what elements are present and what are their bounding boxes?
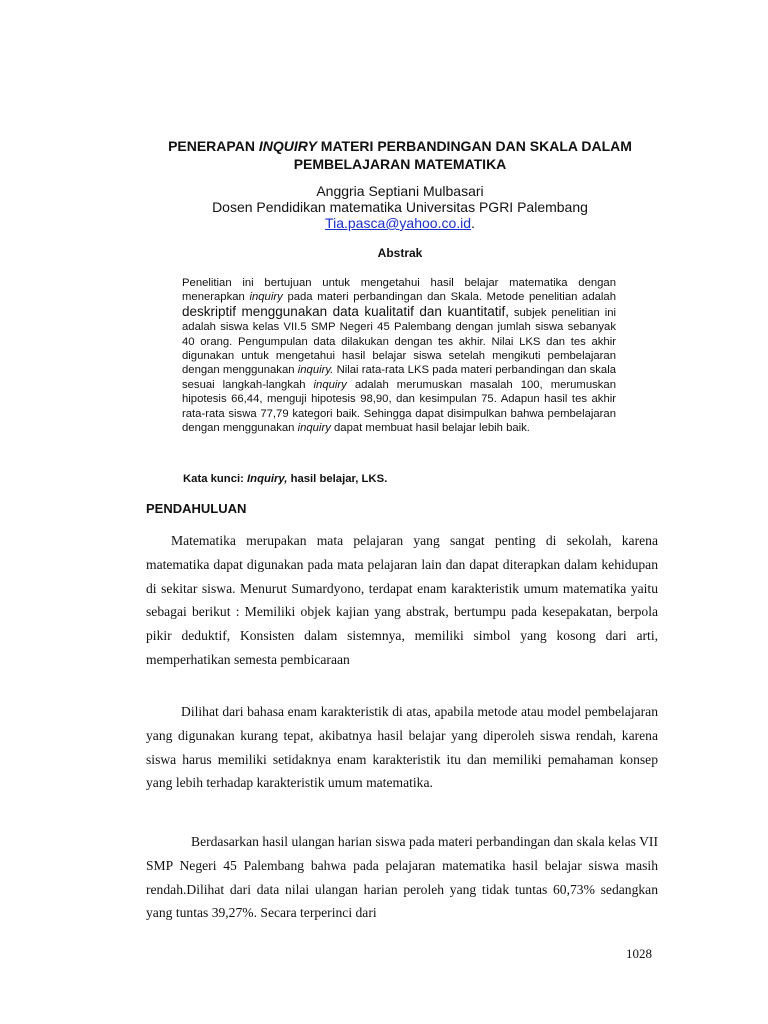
keywords-label: Kata kunci: [183, 473, 241, 485]
abstract-segment: pada materi perbandingan dan Skala. Metode penelitian adalah: [282, 291, 616, 304]
intro-paragraph-1: Matematika merupakan mata pelajaran yang sangat penting di sekolah, karena matematika dapat digunakan pada mata pelajaran lain dan dapat diterapkan dalam kehidupan di sekitar siswa. Menurut Sumardyono, terdapat enam karakteristik umum matematika yaitu sebagai berikut : Memiliki objek kajian yang abstrak, bertumpu pada kesepakatan, berpola pikir deduktif, Konsisten dalam sistemnya, memiliki simbol yang kosong dari arti, memperhatikan semesta pembicaraan: [146, 533, 658, 667]
abstract-segment: Nilai rata-rata LKS pada materi perbandingan dan skala sesuai langkah-langkah: [182, 364, 616, 391]
abstract-italic: inquiry.: [297, 364, 334, 377]
abstract-heading: Abstrak: [377, 246, 423, 260]
author-email-link[interactable]: Tia.pasca@yahoo.co.id: [325, 215, 472, 231]
keywords-rest: hasil belajar, LKS.: [287, 473, 388, 485]
abstract-text: [182, 276, 616, 435]
keywords-colon: :: [240, 473, 248, 485]
title-prefix: PENERAPAN: [168, 138, 259, 154]
keywords-italic: Inquiry,: [247, 473, 288, 485]
abstract-italic: inquiry: [313, 378, 347, 391]
intro-paragraph-3: Berdasarkan hasil ulangan harian siswa pada materi perbandingan dan skala kelas VII SMP Negeri 45 Palembang bahwa pada pelajaran matematika hasil belajar siswa masih rendah.Dilihat dari data nilai ulangan harian peroleh yang tidak tuntas 60,73% sedangkan yang tuntas 39,27%. Secara terperinci dari: [146, 834, 658, 921]
title-line2: PEMBELAJARAN MATEMATIKA: [293, 156, 507, 172]
abstract-segment: adalah merumuskan masalah 100, merumuskan hipotesis 66,44, menguji hipotesis 98,90, dan kesimpulan 75. Adapun hasil tes akhir rata-rata siswa 77,79 kategori baik. Sehingga dapat disimpulkan bahwa pembelajaran dengan menggunakan: [182, 378, 616, 435]
title-suffix: MATERI PERBANDINGAN DAN SKALA DALAM: [316, 138, 632, 154]
author-block: [120, 183, 680, 231]
abstract-segment: dapat membuat hasil belajar lebih baik.: [330, 422, 530, 435]
keywords-line: [183, 473, 387, 485]
page-number: 1028: [626, 946, 652, 961]
author-name: Anggria Septiani Mulbasari: [316, 183, 484, 199]
abstract-italic: inquiry: [297, 422, 331, 435]
abstract-segment: subjek penelitian ini adalah siswa kelas VII.5 SMP Negeri 45 Palembang dengan jumlah siswa sebanyak 40 orang. Pengumpulan data dilakukan dengan tes akhir. Nilai LKS dan tes akhir digunakan untuk mengetahui hasil belajar siswa setelah mengikuti pembelajaran dengan menggunakan: [182, 306, 616, 377]
intro-paragraph-2: Dilihat dari bahasa enam karakteristik di atas, apabila metode atau model pembelajaran yang digunakan kurang tepat, akibatnya hasil belajar yang diperoleh siswa rendah, karena siswa harus memiliki setidaknya enam karakteristik itu dan memiliki pemahaman konsep yang lebih terhadap karakteristik umum matematika.: [146, 704, 658, 791]
title-italic: INQUIRY: [258, 138, 317, 154]
section-heading: PENDAHULUAN: [146, 501, 247, 516]
paper-title: [120, 137, 680, 173]
author-email-line: [120, 215, 680, 231]
abstract-italic: inquiry: [249, 291, 283, 304]
abstract-large-segment: deskriptif menggunakan data kualitatif dan kuantitatif,: [182, 303, 509, 319]
author-affiliation: Dosen Pendidikan matematika Universitas PGRI Palembang: [212, 199, 588, 215]
abstract-segment: Penelitian ini bertujuan untuk mengetahui hasil belajar matematika dengan menerapkan: [182, 277, 616, 304]
author-email-suffix: .: [471, 215, 475, 231]
